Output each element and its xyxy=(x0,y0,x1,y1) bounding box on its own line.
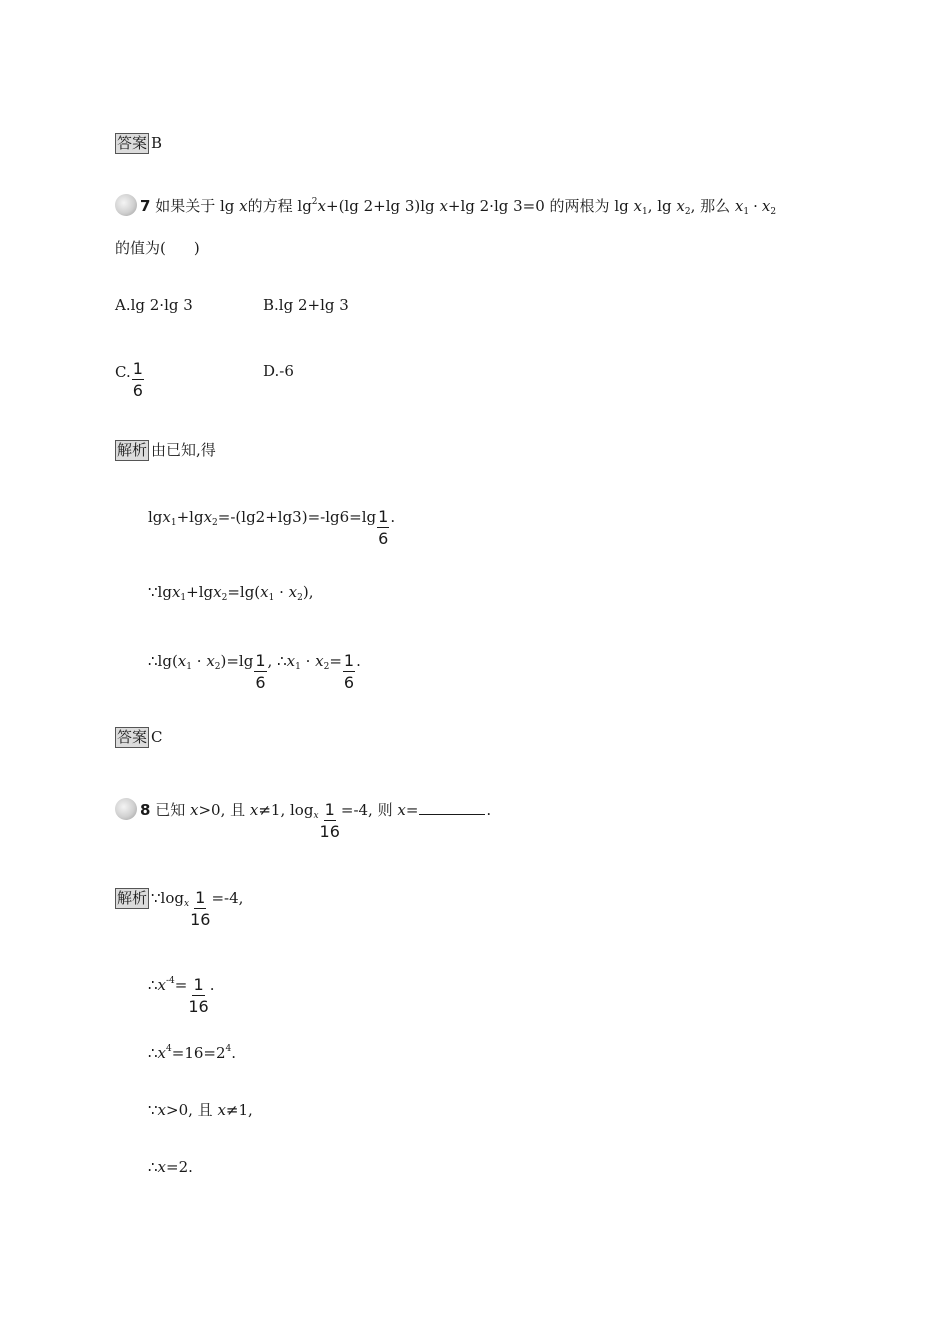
q8-solution-line-2: $\therefore x^{-4}=$ $\frac{1}{16}$ . xyxy=(148,975,215,1016)
q7-var: x xyxy=(317,197,326,215)
q7-var: x xyxy=(239,197,248,215)
question-marker-icon xyxy=(115,194,137,216)
q7-text: +(lg 2+lg 3)lg xyxy=(326,197,440,215)
answer-b-line xyxy=(115,133,162,154)
answer-blank[interactable] xyxy=(419,802,485,815)
answer-c-line xyxy=(115,727,163,748)
question-7-stem xyxy=(115,196,776,218)
question-marker-icon xyxy=(115,798,137,820)
q7-text: 的方程 lg xyxy=(247,197,312,215)
fraction: $\frac{1}{6}$ xyxy=(132,359,143,400)
question-number: 7 xyxy=(140,197,151,215)
q8-solution-line-3: $\therefore x^4=16=2^4$. xyxy=(148,1044,237,1062)
question-7-stem-cont xyxy=(115,241,200,256)
q7-sup: 2 xyxy=(311,197,318,207)
q7-sub: 1 xyxy=(641,207,648,217)
option-d[interactable]: D.-6 xyxy=(263,362,294,380)
q7-text: , lg xyxy=(647,197,677,215)
q7-var: x xyxy=(676,197,685,215)
answer-value: B xyxy=(151,134,163,152)
question-number: 8 xyxy=(140,801,151,819)
answer-value: C xyxy=(151,728,163,746)
question-8-stem: 8 已知 x>0, 且 x≠1, $\log_x$ $\frac{1}{16}$ =-4, 则 x= . xyxy=(115,791,491,831)
q7-var: x xyxy=(761,197,771,215)
fraction: $\frac{1}{6}$ xyxy=(378,507,389,548)
option-c-label: C. xyxy=(115,363,131,381)
answer-tag: 答案 xyxy=(117,134,148,152)
q8-solution-line-4: ∵x>0, 且 x≠1, xyxy=(148,1101,253,1119)
q7-text: , 那么 xyxy=(690,197,735,215)
option-c[interactable] xyxy=(115,353,145,400)
fraction: $\frac{1}{16}$ xyxy=(319,800,340,841)
analysis-tag: 解析 xyxy=(117,441,148,459)
q7-solution-line-2: $\because\lg x_1+\lg x_2=\lg(x_1 \cdot x_2)$, xyxy=(148,583,314,603)
q7-var: x xyxy=(734,197,744,215)
option-b[interactable]: B.lg 2+lg 3 xyxy=(263,296,349,314)
q7-solution-line-3: $\therefore\lg(x_1 \cdot x_2)=\lg$ $\frac{1}{6}$ , $\therefore x_1 \cdot x_2=$ $\frac{1}{6}$ . xyxy=(148,651,361,692)
fraction: $\frac{1}{16}$ xyxy=(190,888,211,929)
q7-text: 的值为( xyxy=(115,239,166,257)
q8-solution-line-1: 解析 $\because\log_x$ $\frac{1}{16}$ =-4, xyxy=(117,888,244,929)
fraction: $\frac{1}{6}$ xyxy=(255,651,266,692)
fraction: $\frac{1}{16}$ xyxy=(188,975,209,1016)
answer-tag: 答案 xyxy=(117,728,148,746)
q7-sub: 2 xyxy=(770,207,777,217)
q7-var: x xyxy=(439,197,448,215)
q7-text: ) xyxy=(193,239,200,257)
q7-sub: 2 xyxy=(684,207,691,217)
option-a[interactable]: A.lg 2·lg 3 xyxy=(115,296,193,314)
q7-var: x xyxy=(633,197,642,215)
q7-analysis-intro xyxy=(115,440,216,461)
q7-text: +lg 2·lg 3=0 的两根为 lg xyxy=(447,197,634,215)
q7-text: 如果关于 lg xyxy=(155,197,240,215)
fraction: $\frac{1}{6}$ xyxy=(343,651,355,692)
analysis-tag: 解析 xyxy=(117,889,148,907)
q8-solution-line-5: ∴x=2. xyxy=(148,1158,193,1176)
q7-solution-line-1: lgx$_1$+lgx$_2$=-(lg2+lg3)=-lg6=lg $\frac{1}{6}$ . xyxy=(148,507,396,548)
analysis-text: 由已知,得 xyxy=(151,441,216,459)
q7-dot: · xyxy=(753,197,758,215)
q7-sub: 1 xyxy=(743,207,750,217)
